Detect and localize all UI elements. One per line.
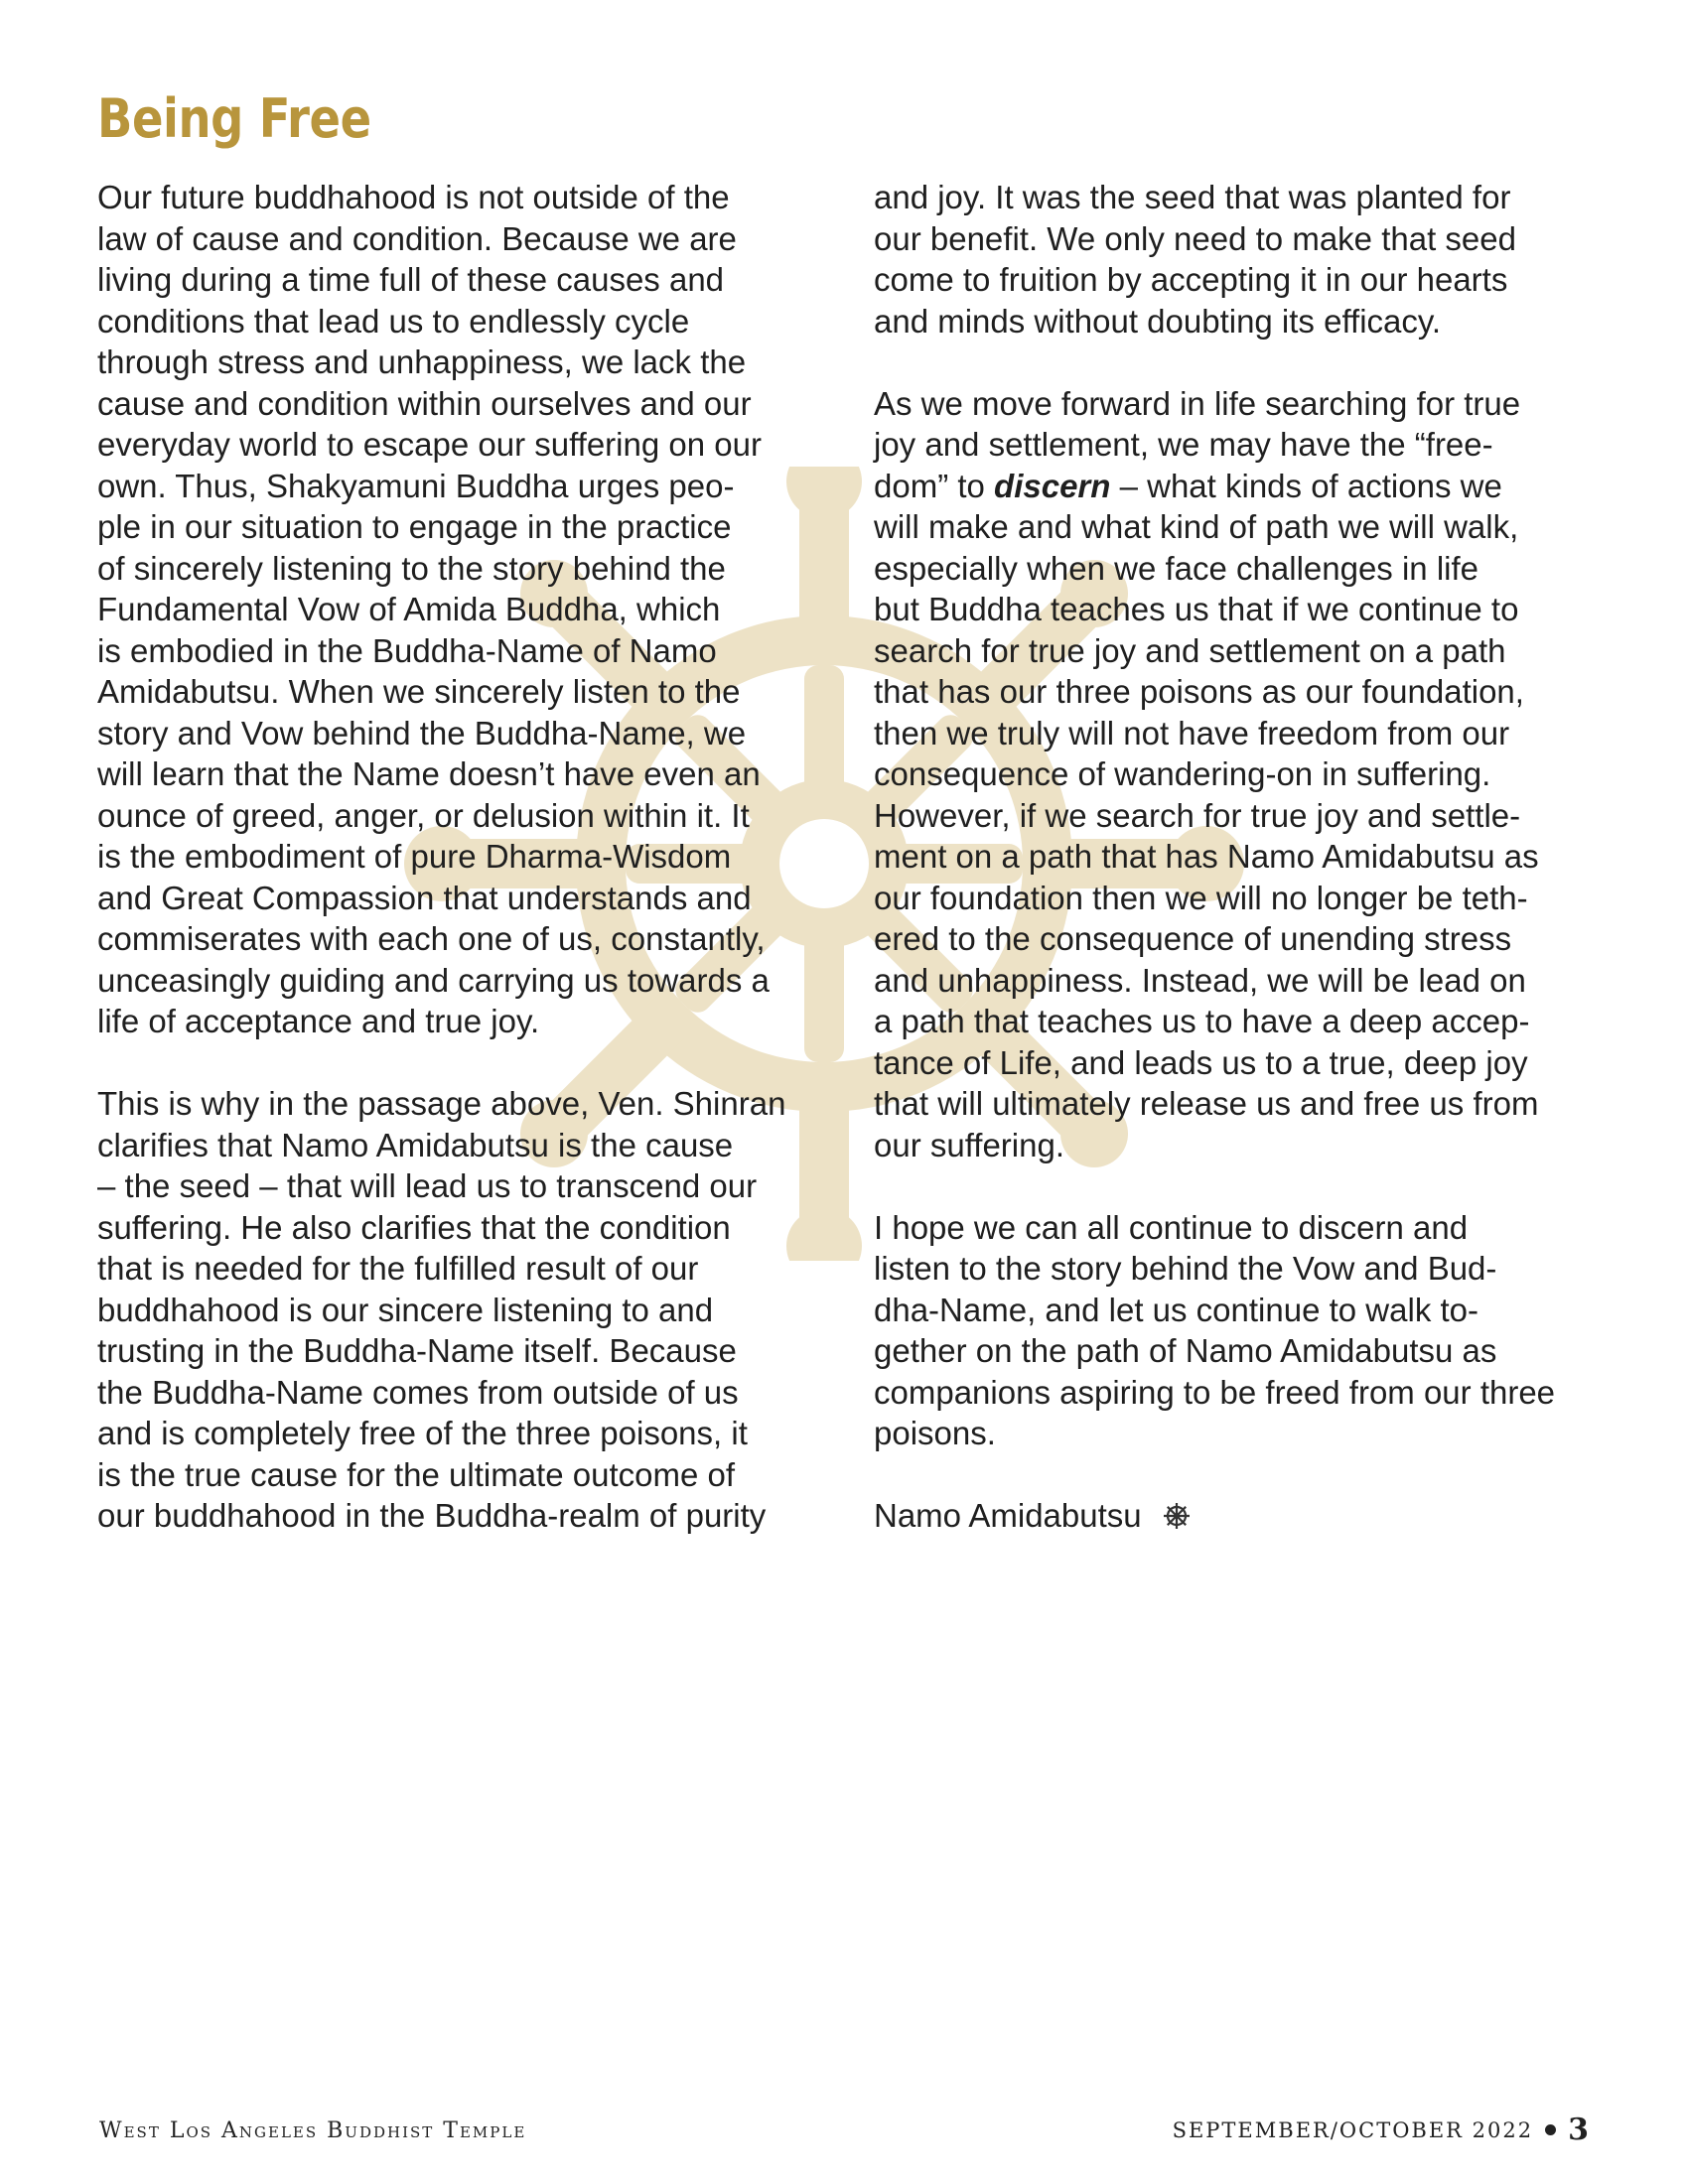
- text-line: a path that teaches us to have a deep accep-: [874, 1003, 1530, 1039]
- text-line: ment on a path that has Namo Amidabutsu as: [874, 838, 1539, 875]
- text-line: unceasingly guiding and carrying us towards a: [97, 961, 770, 999]
- closing-signature: [874, 1495, 1192, 1537]
- text-line: poisons.: [874, 1415, 996, 1451]
- text-line: I hope we can all continue to discern and: [874, 1208, 1469, 1246]
- left-paragraph-1: [97, 177, 812, 1042]
- text-line: ple in our situation to engage in the practice: [97, 508, 732, 545]
- text-line: and unhappiness. Instead, we will be lead on: [874, 961, 1526, 999]
- text-line: companions aspiring to be freed from our three: [874, 1373, 1556, 1411]
- text-line: our suffering.: [874, 1126, 1065, 1163]
- text-line: our foundation then we will no longer be teth-: [874, 879, 1528, 916]
- text-line: buddhahood is our sincere listening to and: [97, 1291, 714, 1328]
- page-number: 3: [1568, 2113, 1591, 2147]
- footer-issue: [1173, 2113, 1591, 2147]
- right-paragraph-3: [874, 1207, 1589, 1454]
- text-line: search for true joy and settlement on a path: [874, 631, 1506, 669]
- right-column: [874, 177, 1589, 1577]
- text-line: Fundamental Vow of Amida Buddha, which: [97, 591, 721, 627]
- text-line: story and Vow behind the Buddha-Name, we: [97, 714, 747, 751]
- text-line: life of acceptance and true joy.: [97, 1003, 540, 1039]
- text-line: will learn that the Name doesn’t have even an: [97, 755, 761, 792]
- closing-line: [874, 1495, 1589, 1537]
- text-line: especially when we face challenges in life: [874, 549, 1479, 587]
- text-line: Our future buddhahood is not outside of the: [97, 179, 730, 215]
- text-line: ounce of greed, anger, or delusion within it. It: [97, 796, 750, 834]
- text-line: but Buddha teaches us that if we continue to: [874, 591, 1519, 627]
- text-line: and is completely free of the three poisons, it: [97, 1415, 748, 1451]
- text-line: As we move forward in life searching for true: [874, 384, 1521, 422]
- text-line: through stress and unhappiness, we lack the: [97, 343, 747, 380]
- left-paragraph-2: [97, 1083, 812, 1537]
- footer-publication-name: West Los Angeles Buddhist Temple: [99, 2118, 527, 2143]
- text-line: law of cause and condition. Because we are: [97, 219, 737, 257]
- text-line: come to fruition by accepting it in our hearts: [874, 261, 1508, 298]
- text-line: then we truly will not have freedom from our: [874, 714, 1510, 751]
- text-line: everyday world to escape our suffering on our: [97, 426, 762, 463]
- text-line: of sincerely listening to the story behind the: [97, 549, 726, 587]
- text-line: clarifies that Namo Amidabutsu is the cause: [97, 1126, 734, 1163]
- bullet-icon: [1545, 2124, 1556, 2135]
- text-line: our buddhahood in the Buddha-realm of purity: [97, 1497, 767, 1534]
- text-line: gether on the path of Namo Amidabutsu as: [874, 1332, 1497, 1369]
- text-line: and joy. It was the seed that was planted for: [874, 179, 1511, 215]
- text-line: the Buddha-Name comes from outside of us: [97, 1373, 739, 1411]
- text-line: commiserates with each one of us, constantly,: [97, 920, 766, 957]
- text-line: that will ultimately release us and free us from: [874, 1085, 1539, 1122]
- text-line: ered to the consequence of unending stress: [874, 920, 1512, 957]
- text-line: cause and condition within ourselves and our: [97, 384, 752, 422]
- text-fragment: dom” to: [874, 467, 995, 504]
- left-column: [97, 177, 812, 1577]
- footer-issue-date: SEPTEMBER/OCTOBER 2022: [1172, 2117, 1534, 2142]
- text-line: listen to the story behind the Vow and Bud-: [874, 1250, 1497, 1287]
- right-paragraph-2: [874, 383, 1589, 1166]
- text-line: – the seed – that will lead us to transcend our: [97, 1167, 758, 1204]
- text-line: conditions that lead us to endlessly cycle: [97, 302, 690, 340]
- text-line: tance of Life, and leads us to a true, deep joy: [874, 1043, 1528, 1081]
- text-line: and minds without doubting its efficacy.: [874, 302, 1442, 340]
- text-line: and Great Compassion that understands and: [97, 879, 752, 916]
- text-line: own. Thus, Shakyamuni Buddha urges peo-: [97, 467, 735, 504]
- text-line: that is needed for the fulfilled result of our: [97, 1250, 699, 1287]
- text-line: is the true cause for the ultimate outcome of: [97, 1455, 736, 1493]
- text-line: [874, 466, 1589, 507]
- text-line: will make and what kind of path we will walk,: [874, 508, 1519, 545]
- text-line: This is why in the passage above, Ven. Shinran: [97, 1085, 786, 1122]
- emphasized-word: discern: [994, 467, 1111, 504]
- text-line: Amidabutsu. When we sincerely listen to the: [97, 673, 741, 710]
- text-line: that has our three poisons as our foundation,: [874, 673, 1524, 710]
- dharma-wheel-icon: [1162, 1501, 1192, 1531]
- text-line: trusting in the Buddha-Name itself. Because: [97, 1332, 737, 1369]
- text-line: joy and settlement, we may have the “free-: [874, 426, 1493, 463]
- text-line: our benefit. We only need to make that seed: [874, 219, 1516, 257]
- article-title: Being Free: [97, 87, 371, 150]
- text-line: dha-Name, and let us continue to walk to-: [874, 1291, 1479, 1328]
- closing-text: Namo Amidabutsu: [874, 1497, 1142, 1534]
- right-paragraph-1: [874, 177, 1589, 341]
- text-line: is embodied in the Buddha-Name of Namo: [97, 631, 717, 669]
- text-line: However, if we search for true joy and settle-: [874, 796, 1521, 834]
- text-line: living during a time full of these causes and: [97, 261, 725, 298]
- text-fragment: – what kinds of actions we: [1110, 467, 1502, 504]
- text-line: is the embodiment of pure Dharma-Wisdom: [97, 838, 732, 875]
- text-line: consequence of wandering-on in suffering.: [874, 755, 1491, 792]
- text-line: suffering. He also clarifies that the condition: [97, 1208, 731, 1246]
